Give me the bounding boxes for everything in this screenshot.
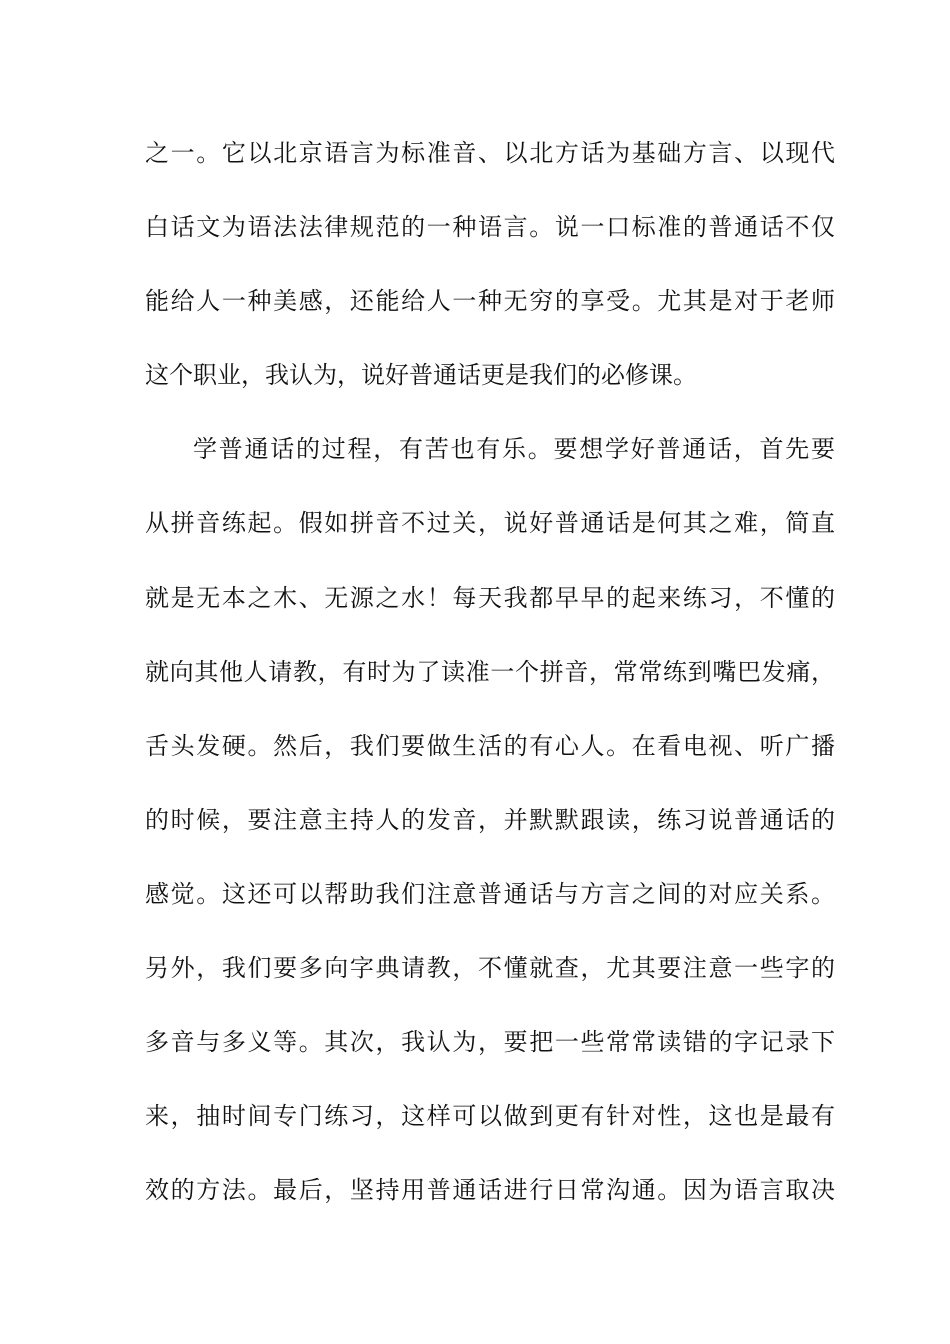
paragraph-2 — [145, 425, 835, 1214]
text-line: 感觉。这还可以帮助我们注意普通话与方言之间的对应关系。 — [145, 879, 835, 908]
text-line: 这个职业，我认为，说好普通话更是我们的必修课。 — [145, 361, 697, 390]
text-line: 能给人一种美感，还能给人一种无穷的享受。尤其是对于老师 — [145, 287, 835, 316]
text-line: 白话文为语法法律规范的一种语言。说一口标准的普通话不仅 — [145, 213, 835, 242]
text-line: 的时候，要注意主持人的发音，并默默跟读，练习说普通话的 — [145, 805, 835, 834]
text-line: 效的方法。最后，坚持用普通话进行日常沟通。因为语言取决 — [145, 1176, 835, 1205]
paragraph-1 — [145, 129, 835, 399]
text-line: 舌头发硬。然后，我们要做生活的有心人。在看电视、听广播 — [145, 731, 835, 760]
text-line: 另外，我们要多向字典请教，不懂就查，尤其要注意一些字的 — [145, 954, 835, 983]
text-line: 多音与多义等。其次，我认为，要把一些常常读错的字记录下 — [145, 1028, 835, 1057]
text-line: 从拼音练起。假如拼音不过关，说好普通话是何其之难，简直 — [145, 509, 835, 538]
text-line: 之一。它以北京语言为标准音、以北方话为基础方言、以现代 — [145, 139, 835, 167]
text-line: 学普通话的过程，有苦也有乐。要想学好普通话，首先要 — [193, 435, 835, 464]
text-line: 就是无本之木、无源之水！每天我都早早的起来练习，不懂的 — [145, 583, 835, 612]
text-line: 来，抽时间专门练习，这样可以做到更有针对性，这也是最有 — [145, 1102, 835, 1131]
document-body — [145, 129, 835, 1240]
text-line: 就向其他人请教，有时为了读准一个拼音，常常练到嘴巴发痛， — [145, 657, 835, 686]
